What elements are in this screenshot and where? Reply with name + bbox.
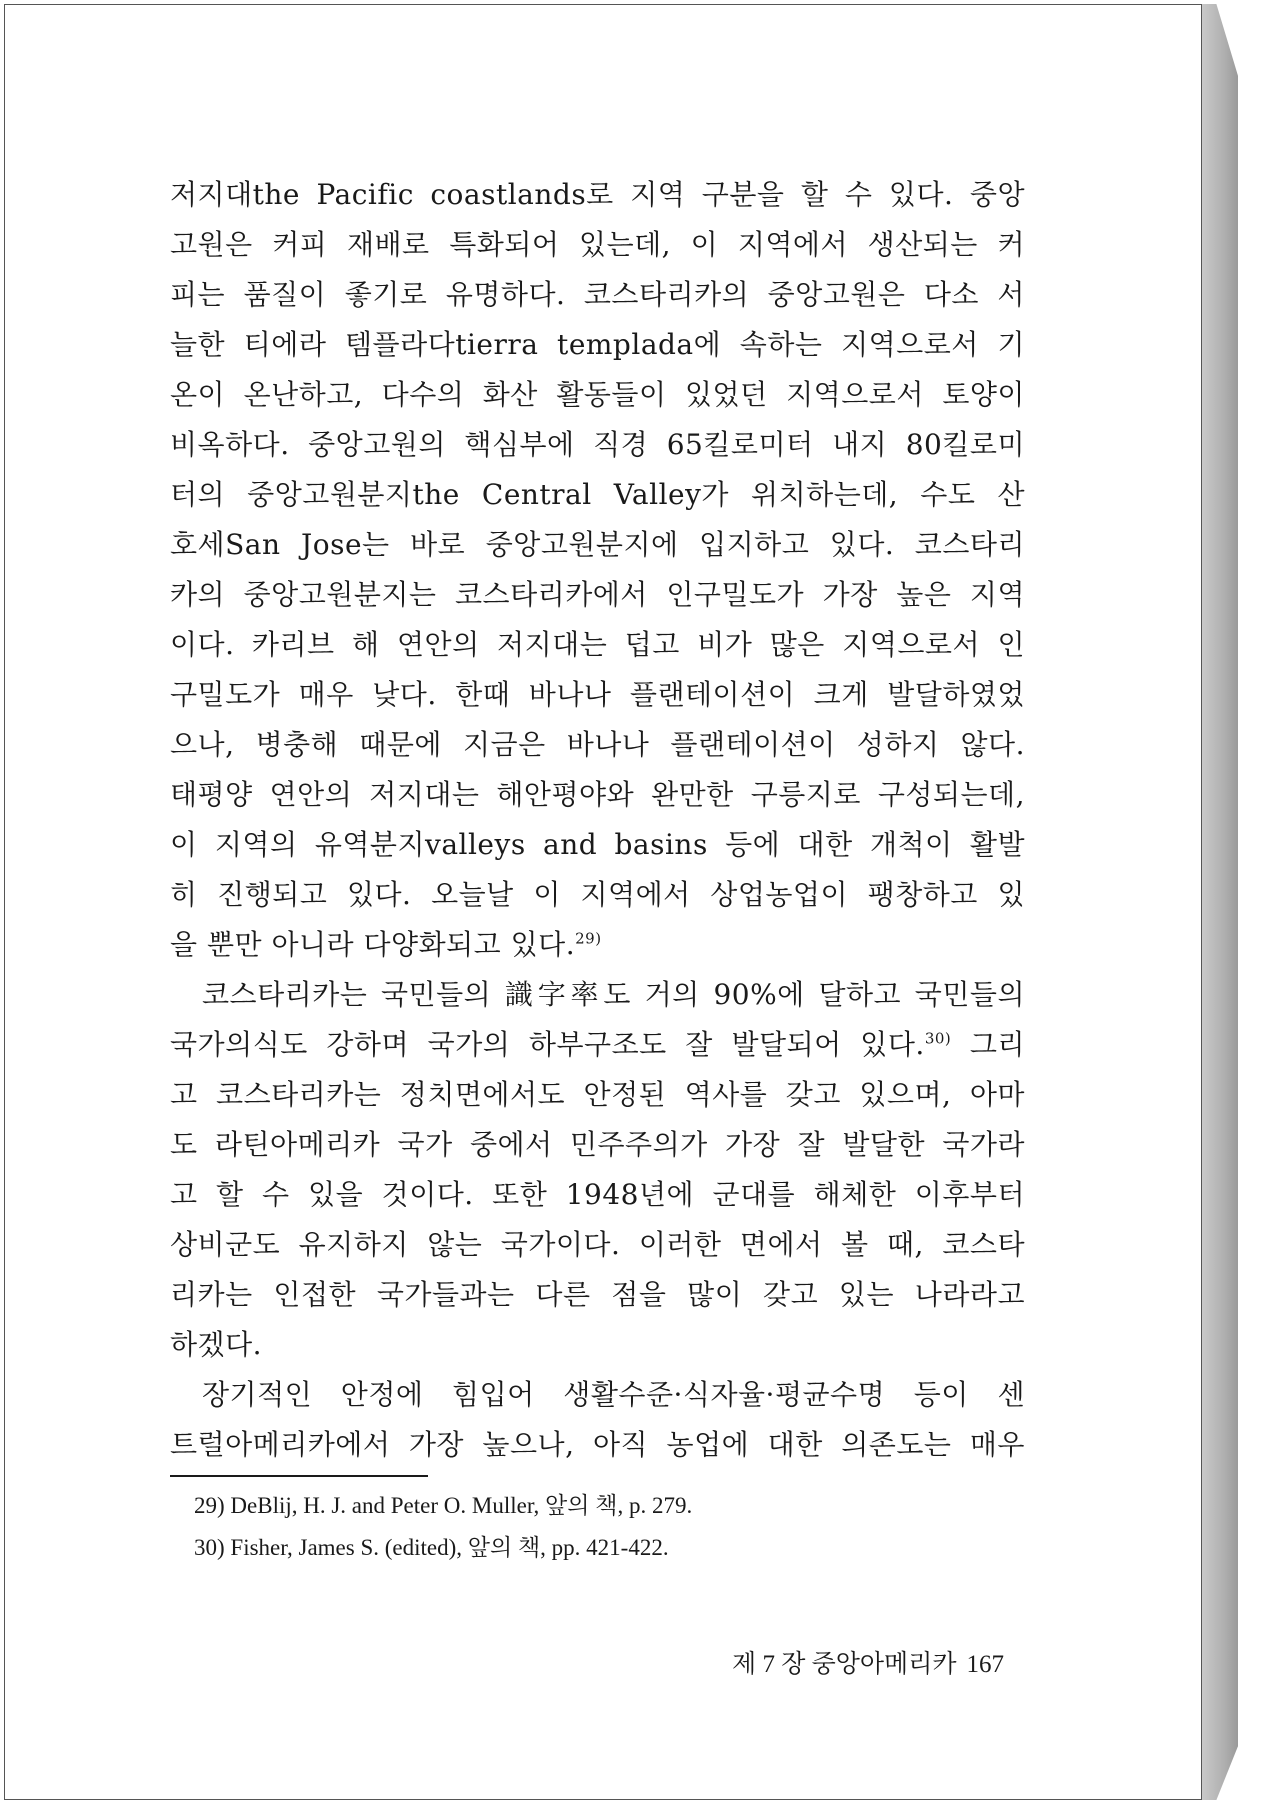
text-line: 늘한 티에라 템플라다tierra templada에 속하는 지역으로서 기 — [170, 328, 1025, 361]
footnote-divider — [170, 1475, 428, 1477]
text-line: 이 지역의 유역분지valleys and basins 등에 대한 개척이 활발 — [170, 828, 1025, 861]
text-line: 이다. 카리브 해 연안의 저지대는 덥고 비가 많은 지역으로서 인 — [170, 628, 1025, 661]
text-line: 상비군도 유지하지 않는 국가이다. 이러한 면에서 볼 때, 코스타 — [170, 1228, 1025, 1261]
paragraph-start-line: 코스타리카는 국민들의 識字率도 거의 90%에 달하고 국민들의 — [202, 978, 1025, 1011]
text-line: 고 할 수 있을 것이다. 또한 1948년에 군대를 해체한 이후부터 — [170, 1178, 1025, 1211]
footnote-ref-30: 30) — [924, 1029, 952, 1048]
footnote-ref-29: 29) — [575, 929, 602, 948]
text-line: 리카는 인접한 국가들과는 다른 점을 많이 갖고 있는 나라라고 — [170, 1278, 1025, 1311]
text-segment: 그리 — [951, 1028, 1025, 1061]
text-line: 히 진행되고 있다. 오늘날 이 지역에서 상업농업이 팽창하고 있 — [170, 878, 1025, 911]
footnote-29: 29) DeBlij, H. J. and Peter O. Muller, 앞의 책, p. 279. — [194, 1493, 693, 1518]
text-line: 저지대the Pacific coastlands로 지역 구분을 할 수 있다. 중앙 — [170, 178, 1025, 211]
footnote-30: 30) Fisher, James S. (edited), 앞의 책, pp. 421-422. — [194, 1535, 669, 1560]
text-line: 피는 품질이 좋기로 유명하다. 코스타리카의 중앙고원은 다소 서 — [170, 278, 1025, 311]
text-line: 태평양 연안의 저지대는 해안평야와 완만한 구릉지로 구성되는데, — [170, 778, 1025, 811]
text-line: 하겠다. — [170, 1328, 263, 1361]
text-line: 카의 중앙고원분지는 코스타리카에서 인구밀도가 가장 높은 지역 — [170, 578, 1025, 611]
chapter-title: 제 7 장 중앙아메리카 — [732, 1651, 957, 1678]
page-number: 167 — [966, 1651, 1004, 1678]
page-stack-edge — [1202, 4, 1238, 1800]
body-text — [170, 170, 1025, 1470]
text-line — [170, 920, 1025, 970]
text-line: 으나, 병충해 때문에 지금은 바나나 플랜테이션이 성하지 않다. — [170, 728, 1025, 761]
paragraph-start-line: 장기적인 안정에 힘입어 생활수준·식자율·평균수명 등이 센 — [202, 1378, 1025, 1411]
text-line: 호세San Jose는 바로 중앙고원분지에 입지하고 있다. 코스타리 — [170, 528, 1025, 561]
text-line: 고 코스타리카는 정치면에서도 안정된 역사를 갖고 있으며, 아마 — [170, 1078, 1025, 1111]
text-line — [170, 1020, 1025, 1070]
text-line: 터의 중앙고원분지the Central Valley가 위치하는데, 수도 산 — [170, 478, 1025, 511]
text-line: 트럴아메리카에서 가장 높으나, 아직 농업에 대한 의존도는 매우 — [170, 1428, 1025, 1461]
running-footer — [722, 1644, 1004, 1680]
text-line: 비옥하다. 중앙고원의 핵심부에 직경 65킬로미터 내지 80킬로미 — [170, 428, 1025, 461]
text-line: 도 라틴아메리카 국가 중에서 민주주의가 가장 잘 발달한 국가라 — [170, 1128, 1025, 1161]
text-line: 고원은 커피 재배로 특화되어 있는데, 이 지역에서 생산되는 커 — [170, 228, 1025, 261]
text-line: 온이 온난하고, 다수의 화산 활동들이 있었던 지역으로서 토양이 — [170, 378, 1025, 411]
footnotes — [194, 1485, 1014, 1569]
text-segment: 을 뿐만 아니라 다양화되고 있다. — [170, 928, 576, 961]
text-line: 구밀도가 매우 낮다. 한때 바나나 플랜테이션이 크게 발달하였었 — [170, 678, 1025, 711]
text-segment: 국가의식도 강하며 국가의 하부구조도 잘 발달되어 있다. — [170, 1028, 925, 1061]
